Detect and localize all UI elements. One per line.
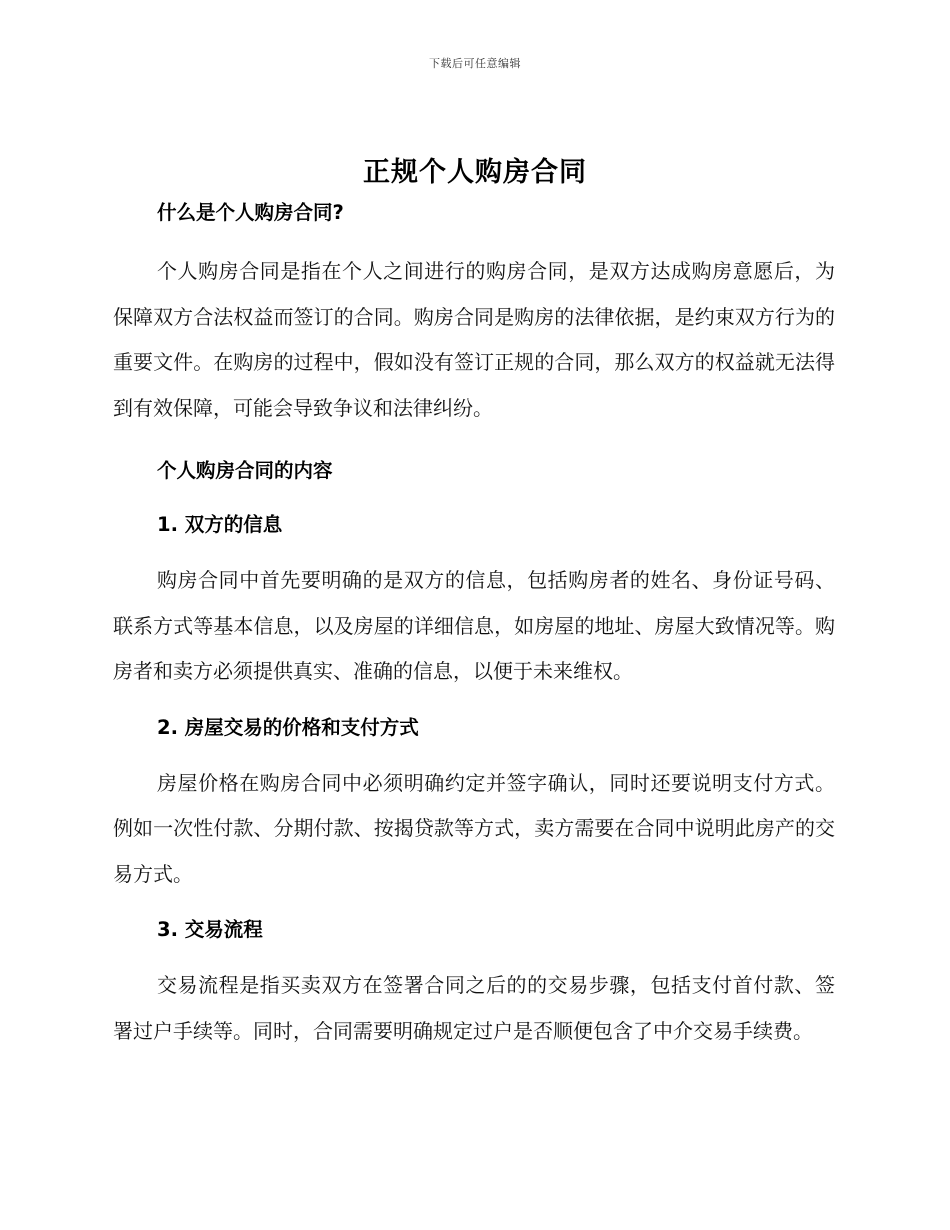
section-heading-item-2: 2. 房屋交易的价格和支付方式 bbox=[157, 715, 419, 739]
paragraph-what: 个人购房合同是指在个人之间进行的购房合同，是双方达成购房意愿后，为保障双方合法权益而签订的合同。购房合同是购房的法律依据，是约束双方行为的重要文件。在购房的过程中，假如没有签订正规的合同，那么双方的权益就无法得到有效保障，可能会导致争议和法律纠纷。 bbox=[113, 259, 835, 420]
section-heading-what: 什么是个人购房合同? bbox=[157, 201, 344, 224]
document-body bbox=[113, 198, 835, 1054]
header-note: 下载后可任意编辑 bbox=[429, 57, 521, 70]
document-title: 正规个人购房合同 bbox=[363, 157, 587, 188]
paragraph-item-1: 购房合同中首先要明确的是双方的信息，包括购房者的姓名、身份证号码、联系方式等基本信息，以及房屋的详细信息，如房屋的地址、房屋大致情况等。购房者和卖方必须提供真实、准确的信息，以便于未来维权。 bbox=[113, 568, 835, 683]
section-heading-item-3: 3. 交易流程 bbox=[157, 918, 263, 941]
section-heading-content: 个人购房合同的内容 bbox=[157, 459, 333, 482]
paragraph-item-3: 交易流程是指买卖双方在签署合同之后的的交易步骤，包括支付首付款、签署过户手续等。同时，合同需要明确规定过户是否顺便包含了中介交易手续费。 bbox=[113, 973, 835, 1043]
paragraph-item-2: 房屋价格在购房合同中必须明确约定并签字确认，同时还要说明支付方式。例如一次性付款、分期付款、按揭贷款等方式，卖方需要在合同中说明此房产的交易方式。 bbox=[113, 770, 835, 886]
section-heading-item-1: 1. 双方的信息 bbox=[157, 513, 283, 536]
